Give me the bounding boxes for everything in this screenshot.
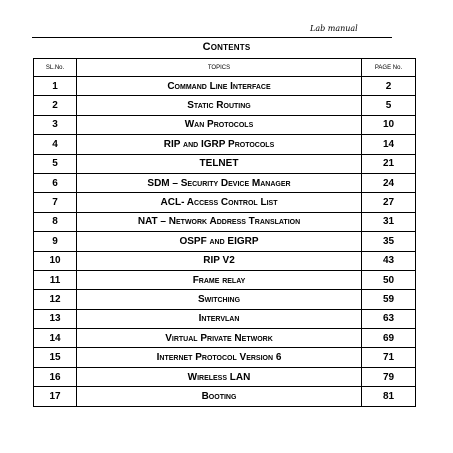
table-row (34, 348, 416, 367)
page-number: 81 (362, 387, 416, 406)
topic-title: OSPF and EIGRP (77, 232, 362, 251)
page-number: 35 (362, 232, 416, 251)
page-number: 50 (362, 270, 416, 289)
topic-title: RIP V2 (77, 251, 362, 270)
table-row (34, 193, 416, 212)
table-row (34, 290, 416, 309)
column-header-page-no: PAGE No. (362, 59, 416, 77)
running-header: Lab manual (310, 24, 358, 33)
sl-number: 1 (34, 77, 77, 96)
topic-title: Command Line Interface (77, 77, 362, 96)
table-row (34, 270, 416, 289)
sl-number: 10 (34, 251, 77, 270)
sl-number: 15 (34, 348, 77, 367)
table-row (34, 387, 416, 406)
table-row (34, 96, 416, 115)
header-rule (32, 37, 392, 38)
sl-number: 9 (34, 232, 77, 251)
table-row (34, 173, 416, 192)
sl-number: 17 (34, 387, 77, 406)
sl-number: 7 (34, 193, 77, 212)
sl-number: 2 (34, 96, 77, 115)
topic-title: TELNET (77, 154, 362, 173)
table-row (34, 367, 416, 386)
table-row (34, 135, 416, 154)
page-number: 63 (362, 309, 416, 328)
page-number: 14 (362, 135, 416, 154)
sl-number: 14 (34, 329, 77, 348)
page-number: 69 (362, 329, 416, 348)
sl-number: 12 (34, 290, 77, 309)
table-row (34, 232, 416, 251)
topic-title: RIP and IGRP Protocols (77, 135, 362, 154)
table-row (34, 329, 416, 348)
table-row (34, 212, 416, 231)
sl-number: 3 (34, 115, 77, 134)
sl-number: 4 (34, 135, 77, 154)
topic-title: Wan Protocols (77, 115, 362, 134)
sl-number: 11 (34, 270, 77, 289)
page-number: 79 (362, 367, 416, 386)
page-number: 2 (362, 77, 416, 96)
contents-table (33, 58, 416, 407)
table-row (34, 77, 416, 96)
topic-title: SDM – Security Device Manager (77, 173, 362, 192)
page-number: 24 (362, 173, 416, 192)
table-row (34, 309, 416, 328)
sl-number: 5 (34, 154, 77, 173)
page-number: 59 (362, 290, 416, 309)
page-number: 5 (362, 96, 416, 115)
topic-title: Switching (77, 290, 362, 309)
topic-title: Internet Protocol Version 6 (77, 348, 362, 367)
page-number: 10 (362, 115, 416, 134)
topic-title: Wireless LAN (77, 367, 362, 386)
page-number: 21 (362, 154, 416, 173)
topic-title: NAT – Network Address Translation (77, 212, 362, 231)
table-header-row (34, 59, 416, 77)
table-row (34, 115, 416, 134)
topic-title: Static Routing (77, 96, 362, 115)
table-row (34, 154, 416, 173)
table-row (34, 251, 416, 270)
column-header-topics: TOPICS (77, 59, 362, 77)
page-number: 43 (362, 251, 416, 270)
column-header-sl-no: SL.No. (34, 59, 77, 77)
page-title: Contents (202, 41, 251, 53)
topic-title: Frame relay (77, 270, 362, 289)
sl-number: 6 (34, 173, 77, 192)
topic-title: Virtual Private Network (77, 329, 362, 348)
page-number: 27 (362, 193, 416, 212)
sl-number: 16 (34, 367, 77, 386)
page-number: 31 (362, 212, 416, 231)
topic-title: Intervlan (77, 309, 362, 328)
sl-number: 13 (34, 309, 77, 328)
topic-title: Booting (77, 387, 362, 406)
page-number: 71 (362, 348, 416, 367)
topic-title: ACL- Access Control List (77, 193, 362, 212)
sl-number: 8 (34, 212, 77, 231)
